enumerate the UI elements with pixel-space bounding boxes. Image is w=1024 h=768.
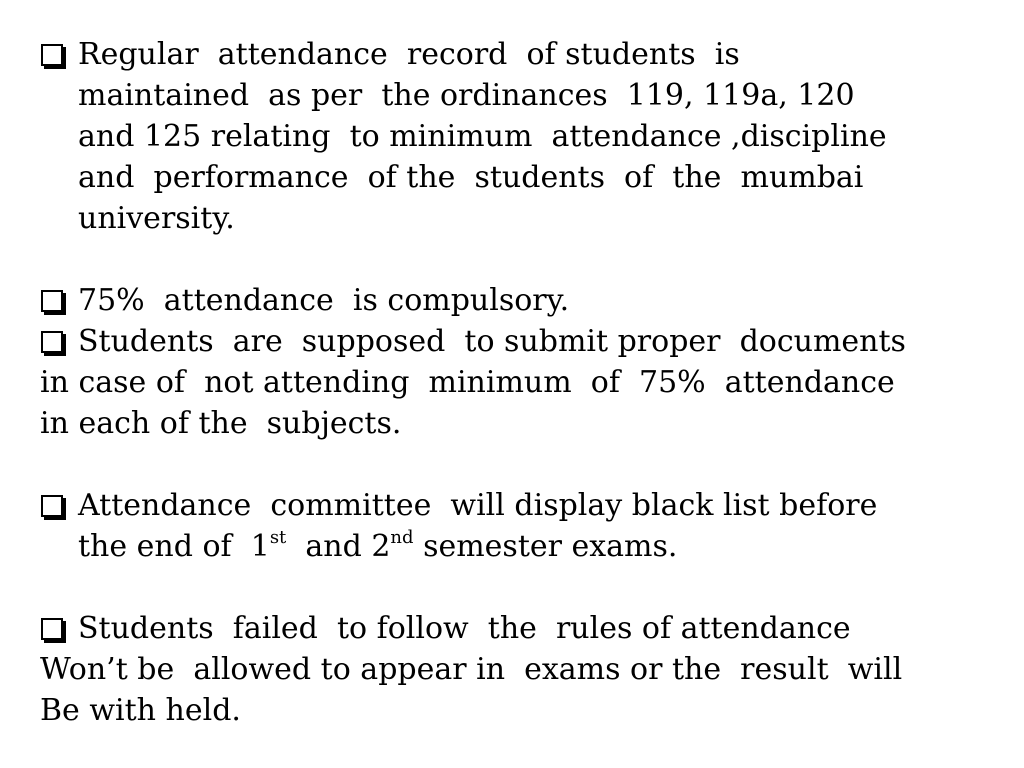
bullet-3-line-3: in each of the subjects. xyxy=(40,406,402,441)
bullet-3-line-1: Students are supposed to submit proper documents xyxy=(78,324,906,359)
bullet-1-line-3: and 125 relating to minimum attendance ,discipline xyxy=(78,119,887,154)
bullet-2-line-1: 75% attendance is compulsory. xyxy=(78,283,570,318)
checkbox-bullet-icon xyxy=(41,44,63,66)
bullet-4-line-1: Attendance committee will display black list before xyxy=(78,488,878,523)
bullet-5-line-1: Students failed to follow the rules of attendance xyxy=(78,611,851,646)
superscript-st: st xyxy=(269,527,287,548)
bullet-4-line-2-part-c: semester exams. xyxy=(413,529,678,564)
checkbox-bullet-icon xyxy=(41,290,63,312)
bullet-4-line-2 xyxy=(78,527,677,567)
bullet-4-line-2-part-b: and 2 xyxy=(286,529,391,564)
bullet-1-line-4: and performance of the students of the mumbai xyxy=(78,160,864,195)
bullet-3-line-2: in case of not attending minimum of 75% attendance xyxy=(40,365,895,400)
checkbox-bullet-icon xyxy=(41,495,63,517)
bullet-1-line-2: maintained as per the ordinances 119, 119a, 120 xyxy=(78,78,855,113)
checkbox-bullet-icon xyxy=(41,331,63,353)
bullet-1-line-5: university. xyxy=(78,201,235,236)
bullet-5-line-2: Won’t be allowed to appear in exams or the result will xyxy=(40,652,903,687)
bullet-5-line-3: Be with held. xyxy=(40,693,241,728)
bullet-1-line-1: Regular attendance record of students is xyxy=(78,37,740,72)
bullet-4-line-2-part-a: the end of 1 xyxy=(78,529,270,564)
superscript-nd: nd xyxy=(390,527,414,548)
checkbox-bullet-icon xyxy=(41,618,63,640)
